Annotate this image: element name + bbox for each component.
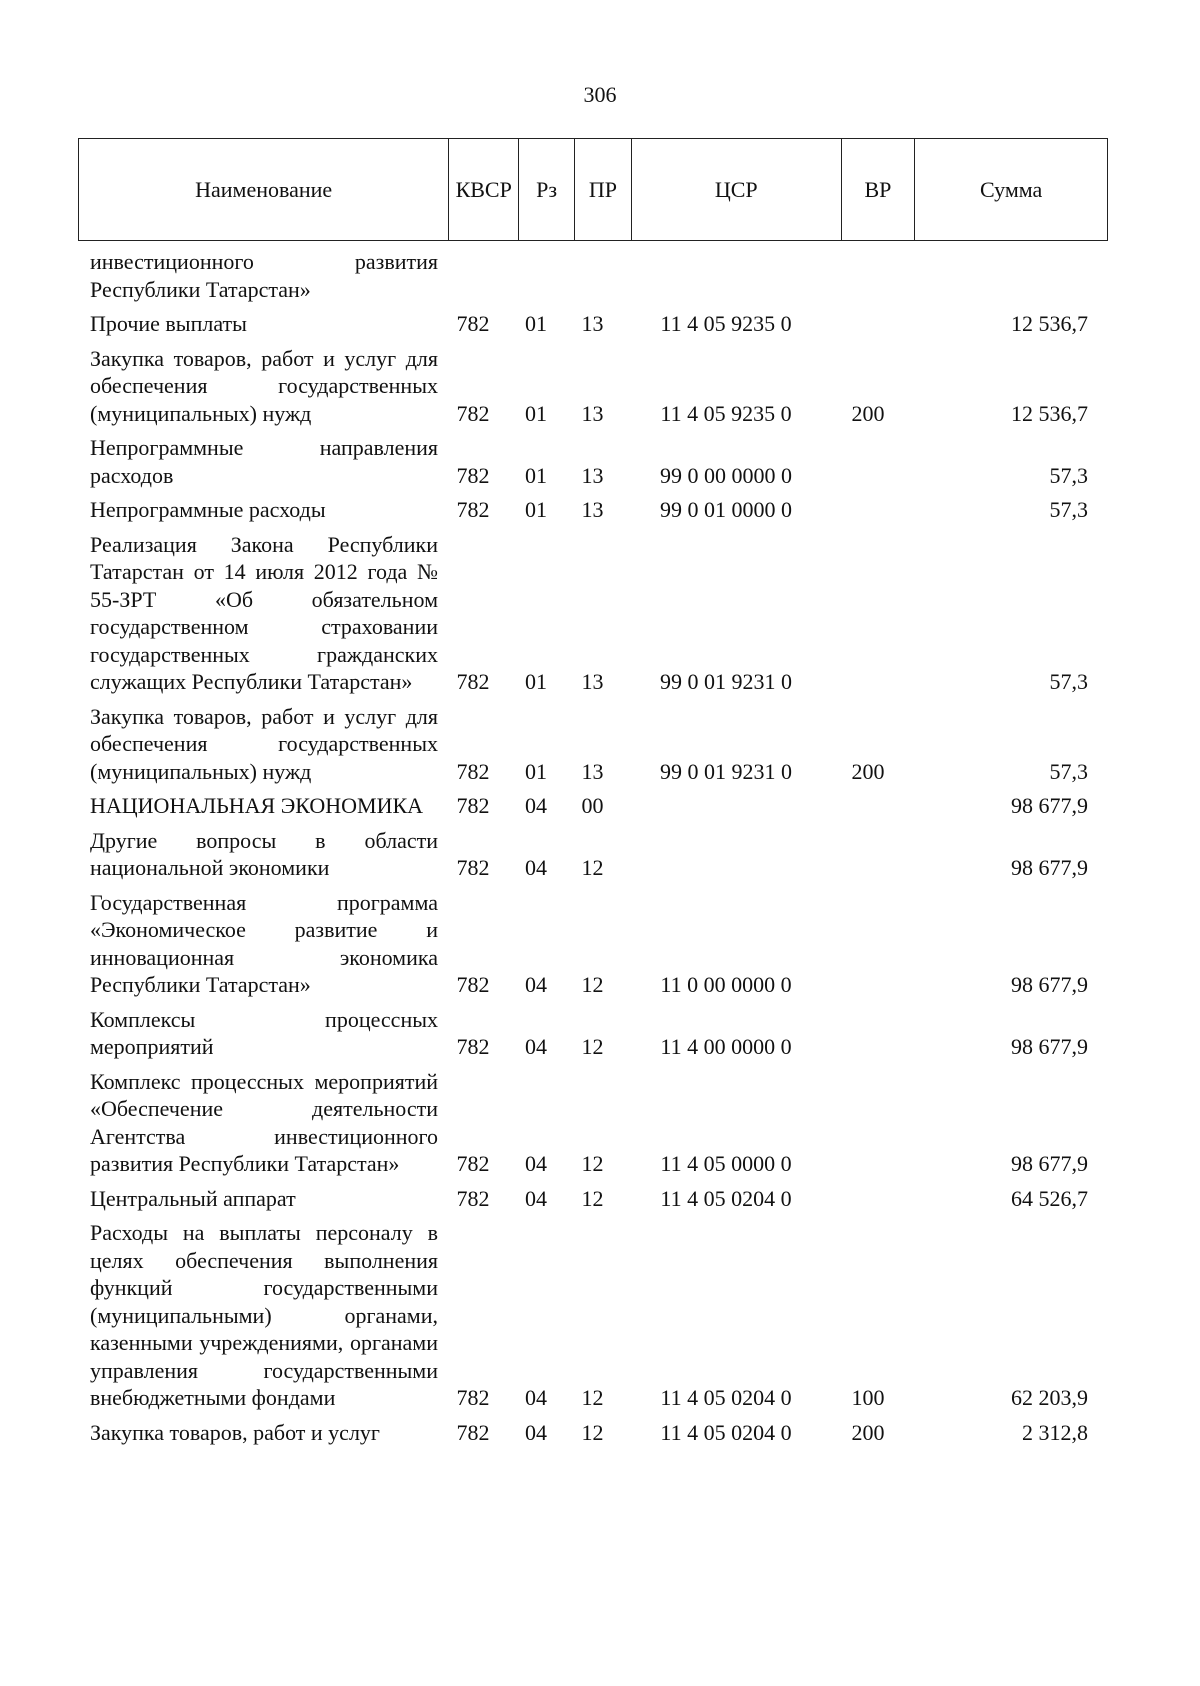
cell-pr: 12	[581, 1034, 604, 1059]
cell-pr: 12	[581, 855, 604, 880]
cell-sum: 98 677,9	[1011, 972, 1088, 997]
cell-pr: 13	[581, 400, 604, 426]
cell-pr: 12	[581, 972, 604, 997]
cell-sum: 62 203,9	[1011, 1385, 1088, 1410]
cell-csr: 99 0 01 9231 0	[660, 758, 792, 784]
cell-pr: 12	[581, 1185, 604, 1211]
cell-sum: 12 536,7	[1011, 400, 1088, 426]
table-row	[78, 1419, 1108, 1447]
cell-kvsr: 782	[456, 669, 490, 694]
cell-rz: 04	[525, 1419, 547, 1445]
cell-name: инвестиционного развития Республики Татарстан»	[90, 249, 438, 302]
cell-rz: 04	[525, 1385, 547, 1410]
cell-rz: 04	[525, 1185, 547, 1211]
cell-kvsr: 782	[456, 972, 490, 997]
cell-kvsr: 782	[456, 793, 490, 818]
cell-rz: 01	[525, 497, 547, 522]
header-sum: Сумма	[914, 139, 1107, 240]
cell-csr: 99 0 01 0000 0	[660, 497, 792, 522]
cell-vr: 200	[851, 758, 885, 784]
cell-name: Комплекс процессных мероприятий «Обеспечение деятельности Агентства инвестиционного развития Республики Татарстан»	[90, 1068, 438, 1176]
cell-kvsr: 782	[456, 1034, 490, 1059]
cell-sum: 57,3	[1049, 462, 1088, 488]
cell-name: Расходы на выплаты персоналу в целях обеспечения выполнения функций государственными (муниципальными) органами, казенными учреждениями, органами управления государственными внебюджетными фондами	[90, 1220, 438, 1410]
header-vr: ВР	[841, 139, 915, 240]
table-row	[78, 792, 1108, 820]
cell-csr: 11 4 05 0204 0	[660, 1385, 792, 1410]
cell-pr: 13	[581, 497, 604, 522]
cell-pr: 00	[581, 793, 604, 818]
cell-pr: 13	[581, 311, 604, 336]
budget-table	[78, 138, 1108, 1446]
cell-rz: 01	[525, 758, 547, 784]
table-row	[78, 1006, 1108, 1061]
cell-sum: 12 536,7	[1011, 311, 1088, 336]
cell-csr: 11 0 00 0000 0	[660, 972, 792, 997]
cell-kvsr: 782	[456, 1185, 490, 1211]
cell-pr: 12	[581, 1419, 604, 1445]
cell-pr: 13	[581, 758, 604, 784]
cell-sum: 98 677,9	[1011, 855, 1088, 880]
cell-kvsr: 782	[456, 400, 490, 426]
cell-kvsr: 782	[456, 855, 490, 880]
cell-rz: 04	[525, 1034, 547, 1059]
table-row	[78, 434, 1108, 489]
cell-kvsr: 782	[456, 758, 490, 784]
cell-sum: 98 677,9	[1011, 793, 1088, 818]
cell-name: Закупка товаров, работ и услуг для обеспечения государственных (муниципальных) нужд	[90, 703, 438, 784]
cell-sum: 98 677,9	[1011, 1034, 1088, 1059]
cell-vr: 200	[851, 400, 885, 426]
cell-rz: 01	[525, 400, 547, 426]
cell-sum: 57,3	[1049, 497, 1088, 522]
cell-csr: 11 4 05 9235 0	[660, 311, 792, 336]
table-body	[78, 248, 1108, 1446]
cell-csr: 11 4 00 0000 0	[660, 1034, 792, 1059]
cell-name: Непрограммные направления расходов	[90, 435, 438, 488]
cell-name: Непрограммные расходы	[90, 497, 326, 522]
table-header	[78, 138, 1108, 241]
table-row	[78, 1219, 1108, 1412]
cell-sum: 57,3	[1049, 758, 1088, 784]
cell-vr: 100	[851, 1385, 885, 1410]
table-row	[78, 531, 1108, 696]
cell-csr: 11 4 05 0000 0	[660, 1151, 792, 1176]
cell-csr: 99 0 01 9231 0	[660, 669, 792, 694]
cell-pr: 13	[581, 669, 604, 694]
cell-rz: 01	[525, 311, 547, 336]
cell-sum: 64 526,7	[1011, 1185, 1088, 1211]
header-pr: ПР	[574, 139, 631, 240]
cell-name: Комплексы процессных мероприятий	[90, 1006, 438, 1059]
cell-name: Центральный аппарат	[90, 1185, 296, 1211]
table-row	[78, 310, 1108, 338]
cell-rz: 04	[525, 855, 547, 880]
cell-name: Прочие выплаты	[90, 311, 247, 336]
cell-kvsr: 782	[456, 1419, 490, 1445]
cell-csr: 11 4 05 0204 0	[660, 1185, 792, 1211]
header-kvsr: КВСР	[448, 139, 518, 240]
cell-name: Реализация Закона Республики Татарстан от 14 июля 2012 года № 55-ЗРТ «Об обязательном государственном страховании государственных гражданских служащих Республики Татарстан»	[90, 531, 438, 694]
header-csr: ЦСР	[631, 139, 841, 240]
table-row	[78, 1068, 1108, 1178]
cell-rz: 04	[525, 1151, 547, 1176]
cell-rz: 01	[525, 462, 547, 488]
cell-rz: 04	[525, 972, 547, 997]
table-row	[78, 248, 1108, 303]
cell-csr: 99 0 00 0000 0	[660, 462, 792, 488]
page-number: 306	[583, 82, 617, 107]
cell-sum: 2 312,8	[1022, 1419, 1088, 1445]
cell-name: Государственная программа «Экономическое развитие и инновационная экономика Республики Татарстан»	[90, 889, 438, 997]
cell-vr: 200	[851, 1419, 885, 1445]
cell-pr: 13	[581, 462, 604, 488]
cell-name: Закупка товаров, работ и услуг	[90, 1419, 380, 1445]
cell-pr: 12	[581, 1385, 604, 1410]
cell-name: Закупка товаров, работ и услуг для обеспечения государственных (муниципальных) нужд	[90, 345, 438, 426]
cell-sum: 57,3	[1049, 669, 1088, 694]
cell-name: НАЦИОНАЛЬНАЯ ЭКОНОМИКА	[90, 793, 424, 818]
cell-kvsr: 782	[456, 497, 490, 522]
table-row	[78, 496, 1108, 524]
table-row	[78, 345, 1108, 428]
cell-kvsr: 782	[456, 1385, 490, 1410]
cell-kvsr: 782	[456, 311, 490, 336]
table-row	[78, 889, 1108, 999]
header-rz: Рз	[518, 139, 574, 240]
cell-sum: 98 677,9	[1011, 1151, 1088, 1176]
cell-name: Другие вопросы в области национальной экономики	[90, 827, 438, 880]
cell-rz: 04	[525, 793, 547, 818]
cell-kvsr: 782	[456, 462, 490, 488]
cell-csr: 11 4 05 9235 0	[660, 400, 792, 426]
table-row	[78, 827, 1108, 882]
table-row	[78, 1185, 1108, 1213]
cell-rz: 01	[525, 669, 547, 694]
header-name: Наименование	[195, 176, 333, 202]
table-row	[78, 703, 1108, 786]
cell-csr: 11 4 05 0204 0	[660, 1419, 792, 1445]
cell-kvsr: 782	[456, 1151, 490, 1176]
cell-pr: 12	[581, 1151, 604, 1176]
